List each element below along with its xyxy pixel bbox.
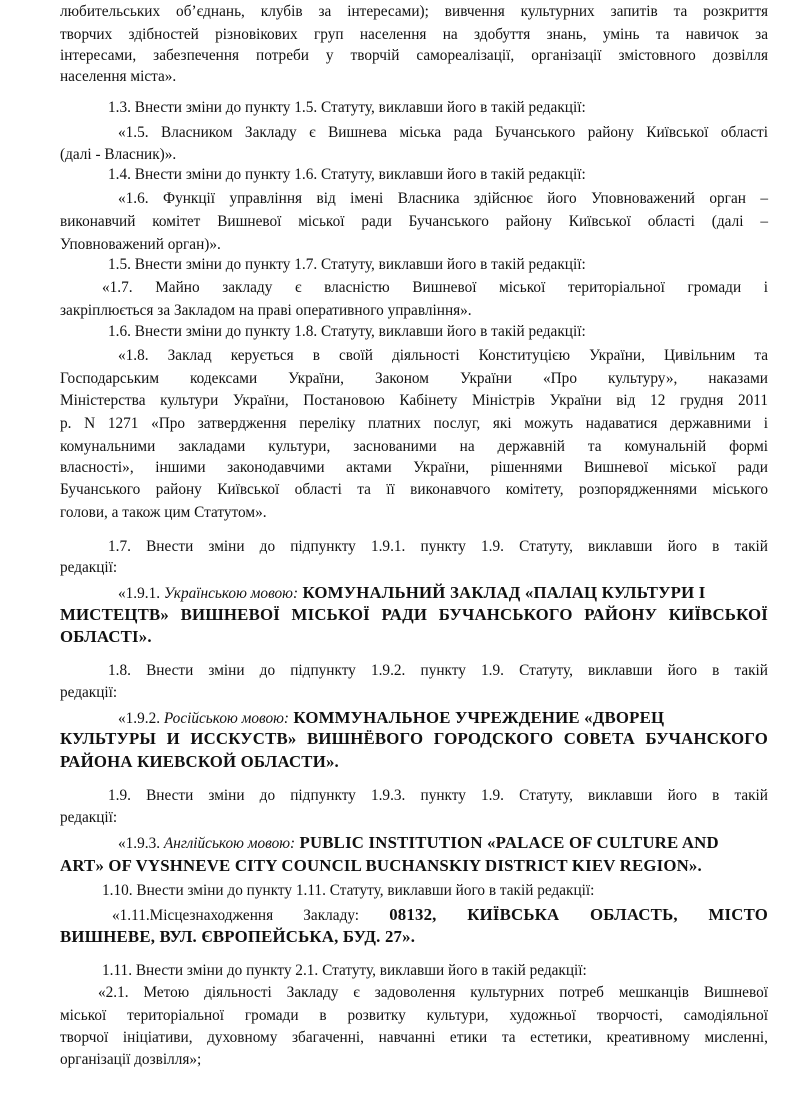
address-label: «1.11.Місцезнаходження Закладу: [112,907,390,924]
address-line [112,905,768,926]
text-line: Господарським кодексами України, Законом України «Про культуру», наказами [60,370,768,387]
text-line: організації дозвілля»; [60,1051,202,1068]
clause-number: «1.9.1. [118,585,164,602]
clause-number: «1.9.3. [118,835,164,852]
text-line: «1.7. Майно закладу є власністю Вишневої міської територіальної громади і [102,279,768,296]
text-line: населення міста». [60,68,177,85]
institution-name-ua: ОБЛАСТІ». [60,627,152,646]
section-heading-1-10: 1.10. Внести зміни до пункту 1.11. Статуту, виклавши його в такій редакції: [102,882,595,899]
text-line: «1.5. Власником Закладу є Вишнева міська рада Бучанського району Київської області [118,124,768,141]
institution-name-en: PUBLIC INSTITUTION «PALACE OF CULTURE AND [295,833,719,852]
section-heading-1-8: 1.8. Внести зміни до підпункту 1.9.2. пункту 1.9. Статуту, виклавши його в такій [108,662,768,679]
section-heading-1-4: 1.4. Внести зміни до пункту 1.6. Статуту, виклавши його в такій редакції: [108,166,586,183]
language-label: Англійською мовою: [163,835,296,852]
section-heading-1-6: 1.6. Внести зміни до пункту 1.8. Статуту, виклавши його в такій редакції: [108,323,586,340]
text-line: редакції: [60,559,118,576]
address-value: 08132, КИЇВСЬКА ОБЛАСТЬ, МІСТО [389,905,768,924]
text-line: комунальними закладами культури, заснованими на державній та комунальній формі [60,438,768,455]
text-line: р. N 1271 «Про затвердження переліку платних послуг, які можуть надаватися державними і [60,415,768,432]
text-line: власності», іншими законодавчими актами України, рішеннями Вишневої міської ради [60,459,768,476]
section-heading-1-3: 1.3. Внести зміни до пункту 1.5. Статуту, виклавши його в такій редакції: [108,99,586,116]
text-line: Бучанського району Київської області та її виконавчого комітету, розпорядженнями міського [60,481,768,498]
text-line: любительських об’єднань, клубів за інтересами); вивчення культурних запитів та розкриття [60,3,768,20]
text-line: закріплюється за Закладом на праві оперативного управління». [60,302,472,319]
text-line: (далі - Власник)». [60,146,177,163]
section-heading-1-9: 1.9. Внести зміни до підпункту 1.9.3. пункту 1.9. Статуту, виклавши його в такій [108,787,768,804]
text-line: виконавчий комітет Вишневої міської ради Бучанського району Київської області (далі – [60,213,768,230]
text-line: творчої ініціативи, духовному збагаченні, навчанні етики та естетики, креативному мисленні, [60,1029,768,1046]
text-line: інтересами, забезпечення потреби у творчій самореалізації, організації змістовного дозвілля [60,47,768,64]
institution-name-ru: КУЛЬТУРЫ И ИССКУСТВ» ВИШНЁВОГО ГОРОДСКОГО СОВЕТА БУЧАНСКОГО [60,729,768,748]
text-line: Уповноважений орган)». [60,236,221,253]
section-heading-1-5: 1.5. Внести зміни до пункту 1.7. Статуту, виклавши його в такій редакції: [108,256,586,273]
text-line: редакції: [60,809,118,826]
institution-name-ua: КОМУНАЛЬНИЙ ЗАКЛАД «ПАЛАЦ КУЛЬТУРИ І [298,583,706,602]
address-value: ВИШНЕВЕ, ВУЛ. ЄВРОПЕЙСЬКА, БУД. 27». [60,927,416,946]
text-line: «1.6. Функції управління від імені Власника здійснює його Уповноважений орган – [118,190,768,207]
institution-name-en: ART» OF VYSHNEVE CITY COUNCIL BUCHANSKIY DISTRICT KIEV REGION». [60,856,702,875]
section-heading-1-11: 1.11. Внести зміни до пункту 2.1. Статуту, виклавши його в такій редакції: [102,962,587,979]
language-label: Українською мовою: [163,585,299,602]
subsection-1-9-1-line [118,583,706,604]
section-heading-1-7: 1.7. Внести зміни до підпункту 1.9.1. пункту 1.9. Статуту, виклавши його в такій [108,538,768,555]
text-line: «2.1. Метою діяльності Закладу є задоволення культурних потреб мешканців Вишневої [98,984,768,1001]
text-line: голови, а також цим Статутом». [60,504,267,521]
institution-name-ru: РАЙОНА КИЕВСКОЙ ОБЛАСТИ». [60,752,339,771]
subsection-1-9-2-line [118,708,664,729]
institution-name-ru: КОММУНАЛЬНОЕ УЧРЕЖДЕНИЕ «ДВОРЕЦ [288,708,665,727]
text-line: «1.8. Заклад керується в своїй діяльності Конституцією України, Цивільним та [118,347,768,364]
text-line: міської територіальної громади в розвитку культури, художньої творчості, самодіяльної [60,1007,768,1024]
language-label: Російською мовою: [163,710,289,727]
text-line: творчих здібностей різновікових груп населення на здобуття знань, умінь та навичок за [60,26,768,43]
text-line: Міністерства культури України, Постановою Кабінету Міністрів України від 12 грудня 2011 [60,392,768,409]
subsection-1-9-3-line [118,833,719,854]
clause-number: «1.9.2. [118,710,164,727]
institution-name-ua: МИСТЕЦТВ» ВИШНЕВОЇ МІСЬКОЇ РАДИ БУЧАНСЬКОГО РАЙОНУ КИЇВСЬКОЇ [60,605,768,624]
text-line: редакції: [60,684,118,701]
